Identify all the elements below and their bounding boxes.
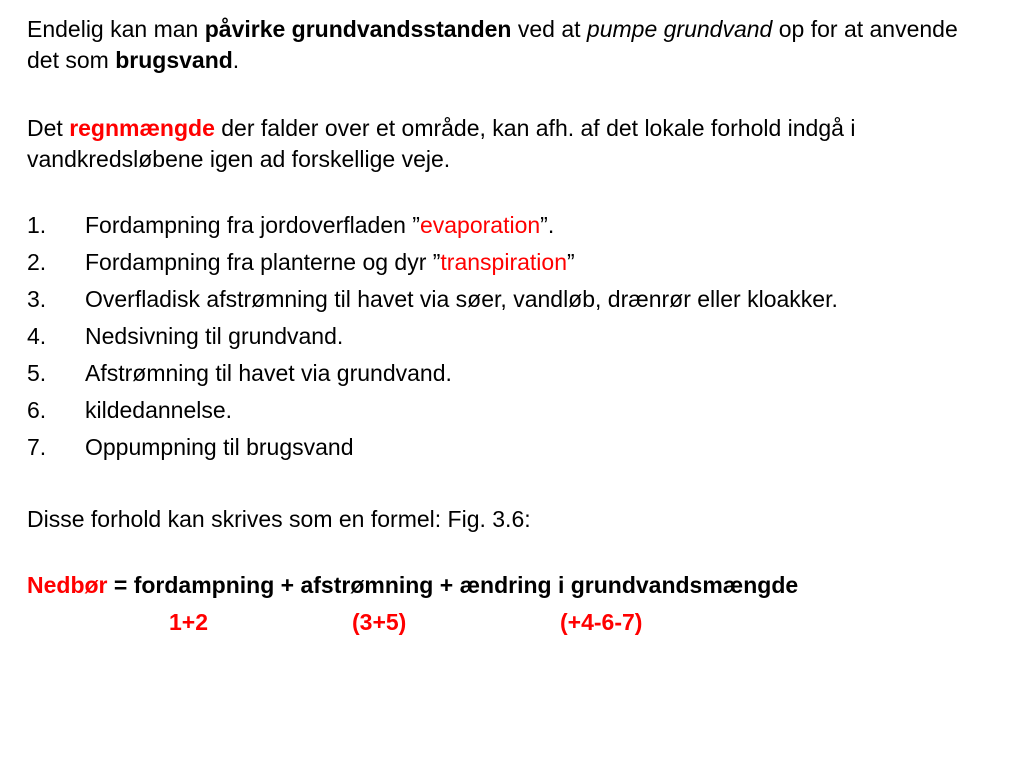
list-item bbox=[27, 284, 987, 315]
list-item-number: 1. bbox=[27, 212, 47, 238]
formula-terms bbox=[27, 607, 987, 638]
list-item-number: 2. bbox=[27, 249, 47, 275]
list-item-text-after: ”. bbox=[540, 212, 555, 238]
spacer bbox=[27, 469, 987, 504]
list-item-number: 4. bbox=[27, 323, 47, 349]
intro-mid-2: op for at anvende det som bbox=[27, 16, 958, 73]
term-groundwater-change: (+4-6-7) bbox=[560, 609, 643, 635]
formula-rhs: = fordampning + afstrømning + ændring i grundvandsmængde bbox=[107, 572, 799, 598]
list-item bbox=[27, 395, 987, 426]
spacer bbox=[27, 175, 987, 210]
rain-suffix: der falder over et område, kan afh. af det lokale forhold indgå i vandkredsløbene igen ad forskellige veje. bbox=[27, 115, 856, 172]
formula-lhs: Nedbør bbox=[27, 572, 108, 598]
list-item-text-before: Fordampning fra planterne og dyr ” bbox=[85, 249, 441, 275]
rain-paragraph bbox=[27, 113, 987, 175]
intro-prefix: Endelig kan man bbox=[27, 16, 205, 42]
list-item-number: 3. bbox=[27, 286, 47, 312]
list-item bbox=[27, 210, 987, 241]
list-item bbox=[27, 247, 987, 278]
list-item-number: 6. bbox=[27, 397, 47, 423]
list-item-text: Overfladisk afstrømning til havet via søer, vandløb, drænrør eller kloakker. bbox=[85, 286, 838, 312]
formula-intro: Disse forhold kan skrives som en formel: Fig. 3.6: bbox=[27, 506, 531, 532]
list-item-highlight: transpiration bbox=[440, 249, 567, 275]
list-item-text: Nedsivning til grundvand. bbox=[85, 323, 344, 349]
list-item-text-after: ” bbox=[567, 249, 575, 275]
term-runoff: (3+5) bbox=[352, 609, 407, 635]
intro-mid-1: ved at bbox=[511, 16, 587, 42]
list-item bbox=[27, 358, 987, 389]
list-item-text-before: Fordampning fra jordoverfladen ” bbox=[85, 212, 420, 238]
list-item-highlight: evaporation bbox=[419, 212, 541, 238]
list-item bbox=[27, 321, 987, 352]
list-item-text: Afstrømning til havet via grundvand. bbox=[85, 360, 452, 386]
list-item bbox=[27, 432, 987, 463]
list-item-number: 5. bbox=[27, 360, 47, 386]
list-item-text: kildedannelse. bbox=[85, 397, 233, 423]
list-item-number: 7. bbox=[27, 434, 47, 460]
list-item-text bbox=[85, 247, 945, 278]
intro-bold-groundwater-level: påvirke grundvandsstanden bbox=[204, 16, 512, 42]
list-item-text: Oppumpning til brugsvand bbox=[85, 434, 354, 460]
spacer bbox=[27, 535, 987, 570]
formula-line bbox=[27, 570, 987, 601]
intro-paragraph bbox=[27, 14, 987, 76]
rain-prefix: Det bbox=[27, 115, 70, 141]
water-path-list bbox=[27, 210, 987, 463]
slide-content bbox=[27, 14, 987, 638]
list-item-text bbox=[85, 210, 945, 241]
intro-bold-utility-water: brugsvand bbox=[115, 47, 233, 73]
intro-suffix: . bbox=[232, 47, 240, 73]
spacer bbox=[27, 76, 987, 113]
term-evaporation-transpiration: 1+2 bbox=[169, 609, 209, 635]
intro-italic-pump: pumpe grundvand bbox=[586, 16, 773, 42]
rain-highlight: regnmængde bbox=[69, 115, 215, 141]
